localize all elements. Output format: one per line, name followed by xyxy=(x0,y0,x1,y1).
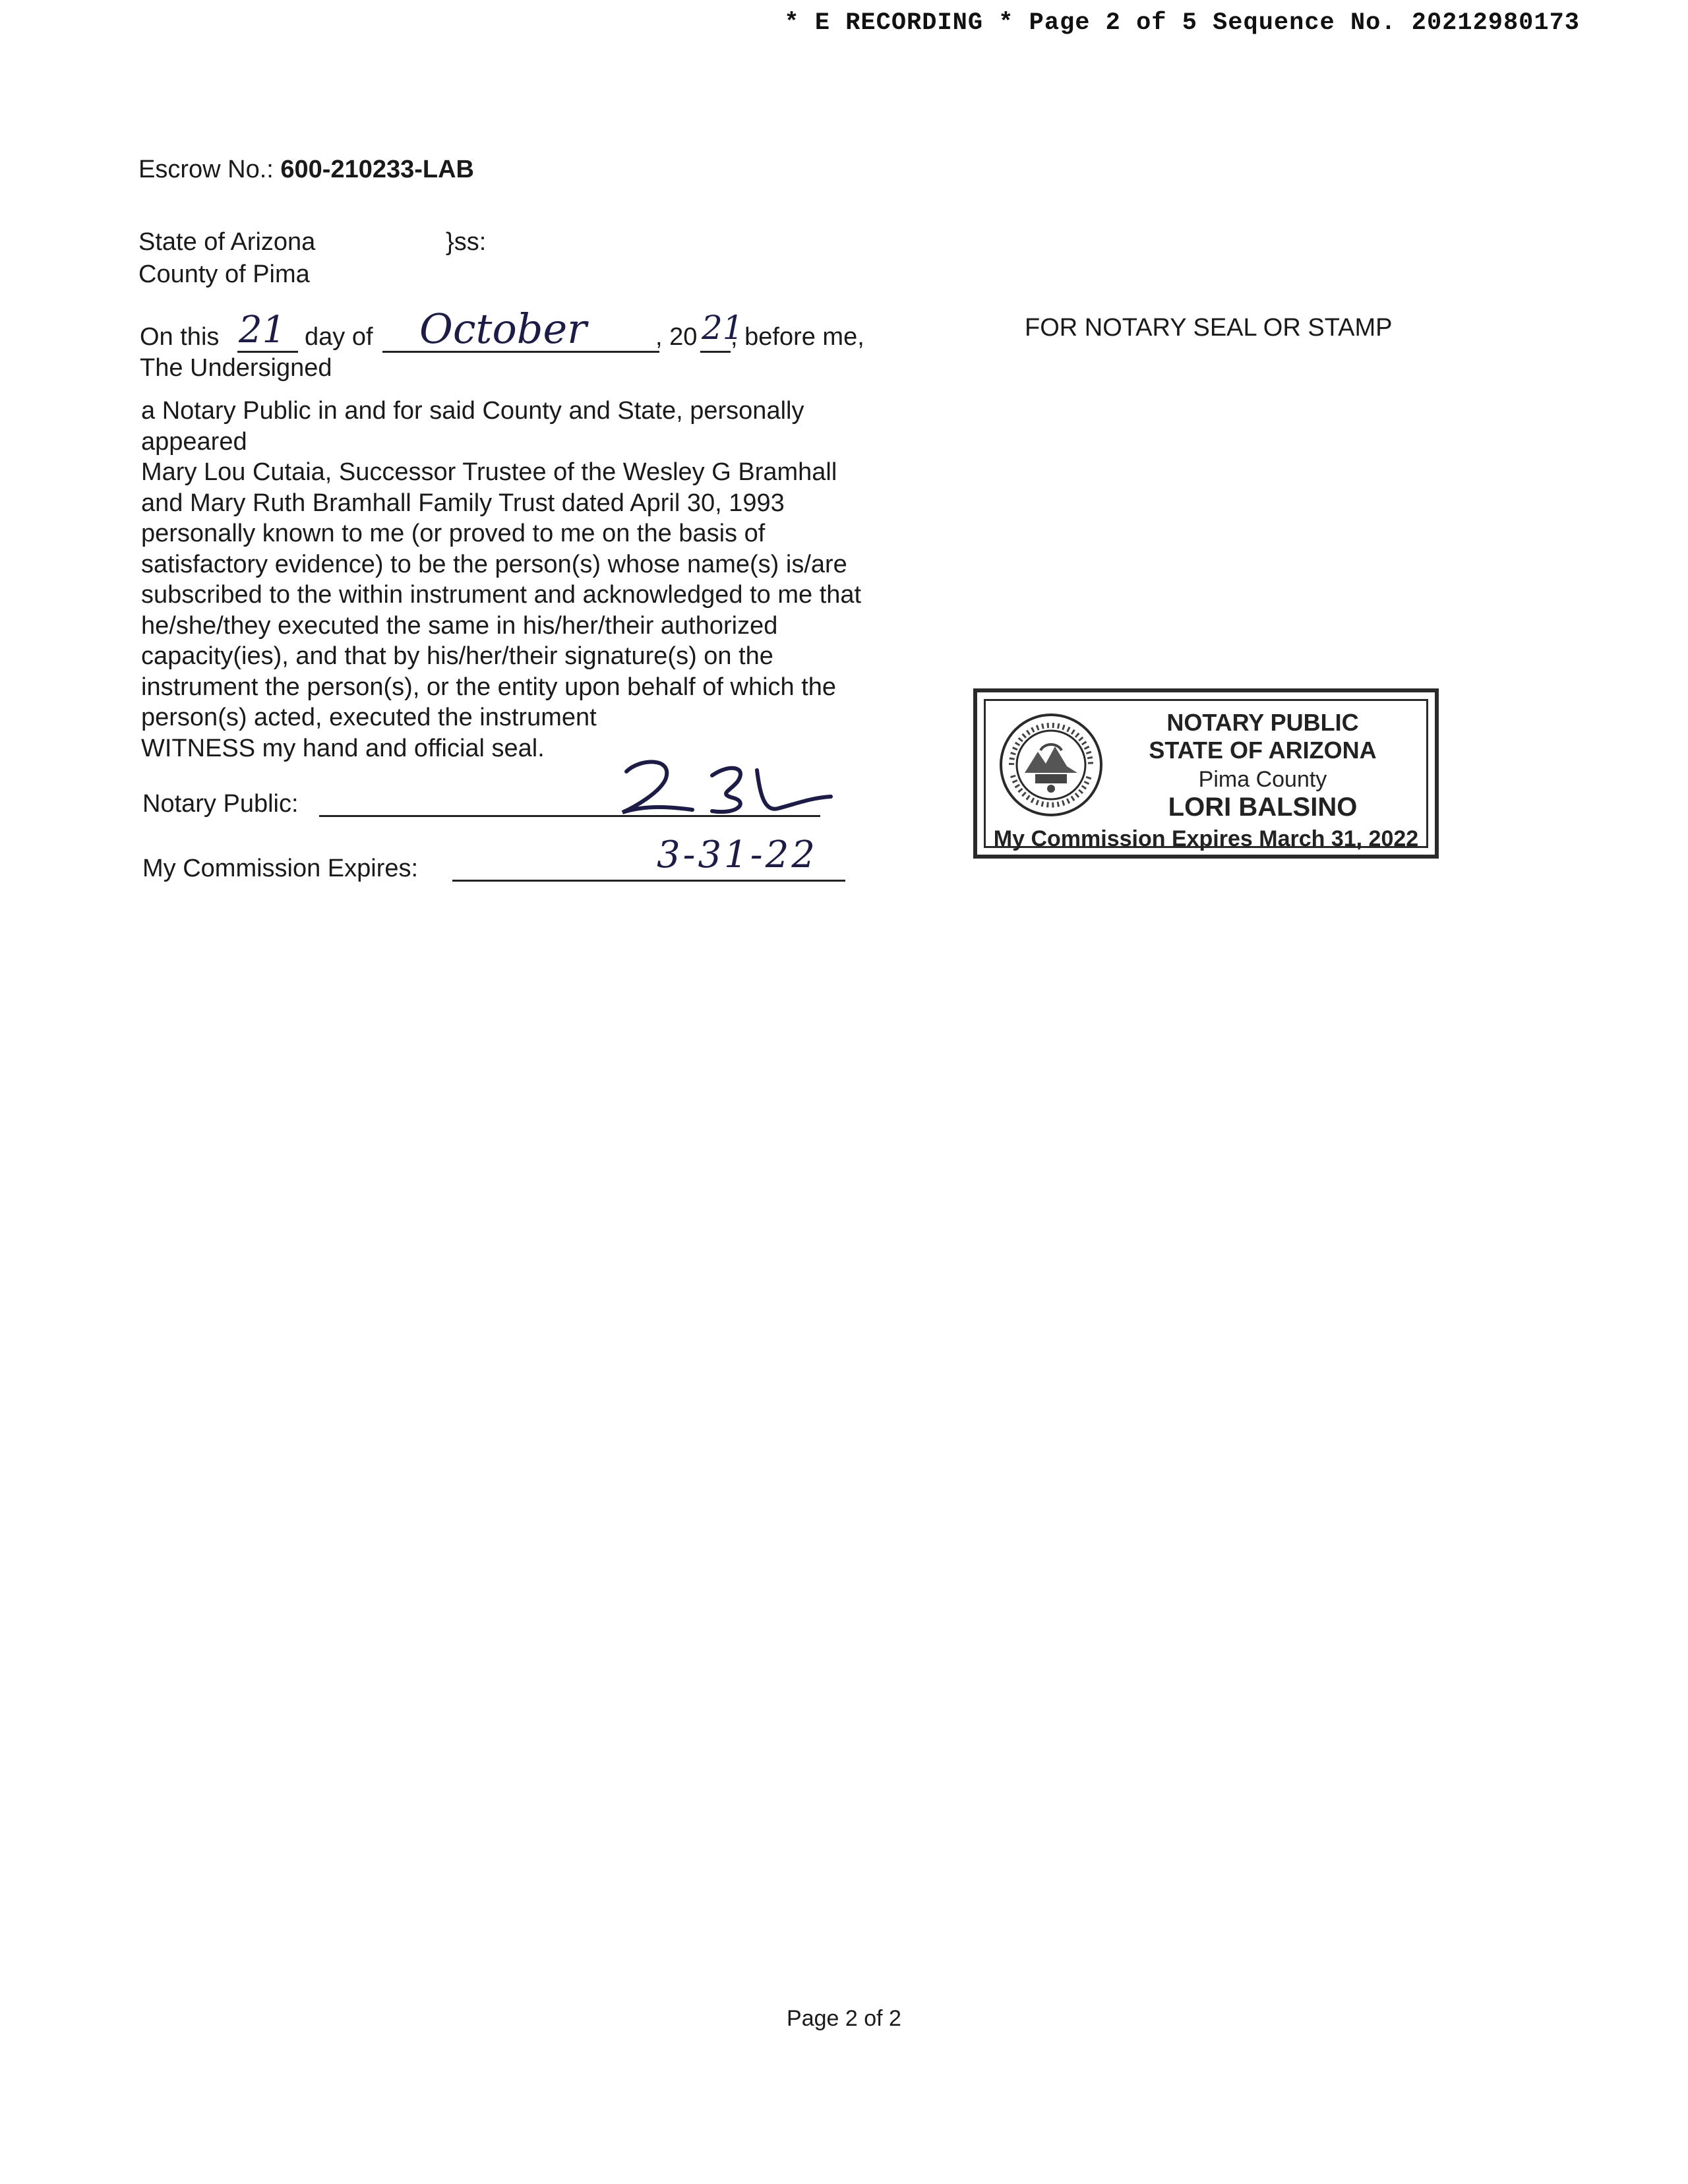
stamp-line-state: STATE OF ARIZONA xyxy=(1149,737,1377,764)
body-line: a Notary Public in and for said County and State, personally xyxy=(141,397,804,425)
commission-label: My Commission Expires: xyxy=(142,855,419,882)
page-footer: Page 2 of 2 xyxy=(787,2006,901,2031)
escrow-number: 600-210233-LAB xyxy=(280,156,474,183)
stamp-expiration: My Commission Expires March 31, 2022 xyxy=(993,826,1419,851)
month-handwritten: October xyxy=(419,305,587,353)
body-line: he/she/they executed the same in his/her/their authorized xyxy=(141,611,778,640)
commission-handwritten: 3-31-22 xyxy=(657,834,818,876)
year-handwritten: 21 xyxy=(702,309,744,347)
day-handwritten: 21 xyxy=(239,309,286,351)
venue-state: State of Arizona xyxy=(138,228,316,256)
body-line: satisfactory evidence) to be the person(s) whose name(s) is/are xyxy=(141,550,847,578)
on-this-label: On this xyxy=(140,323,220,351)
day-of-label: day of xyxy=(305,323,373,351)
before-me-label: , before me, xyxy=(731,323,864,351)
notary-public-label: Notary Public: xyxy=(142,790,299,818)
escrow-line xyxy=(138,154,474,185)
stamp-line-name: LORI BALSINO xyxy=(1168,793,1358,822)
stamp-line-notary-public: NOTARY PUBLIC xyxy=(1166,709,1359,736)
body-line: subscribed to the within instrument and acknowledged to me that xyxy=(141,581,862,609)
body-line: appeared xyxy=(141,427,247,456)
venue-ss: }ss: xyxy=(446,228,487,256)
notary-stamp xyxy=(973,688,1439,859)
seal-area-label: FOR NOTARY SEAL OR STAMP xyxy=(1025,314,1393,342)
body-line: WITNESS my hand and official seal. xyxy=(141,734,545,762)
year-blank xyxy=(700,351,731,353)
body-line: Mary Lou Cutaia, Successor Trustee of the Wesley G Bramhall xyxy=(141,458,837,486)
state-seal-icon xyxy=(998,712,1104,818)
year-prefix: , 20 xyxy=(655,323,698,351)
acknowledgment-body xyxy=(141,396,946,764)
body-line: person(s) acted, executed the instrument xyxy=(141,704,597,731)
body-line: instrument the person(s), or the entity upon behalf of which the xyxy=(141,673,837,701)
stamp-line-county: Pima County xyxy=(1198,767,1327,792)
notary-signature xyxy=(613,752,837,824)
recording-header: * E RECORDING * Page 2 of 5 Sequence No. 20212980173 xyxy=(784,9,1580,37)
body-line: capacity(ies), and that by his/her/their signature(s) on the xyxy=(141,642,773,670)
officer-name: The Undersigned xyxy=(140,354,332,382)
commission-line xyxy=(452,880,845,882)
venue-county: County of Pima xyxy=(138,260,310,288)
body-line: personally known to me (or proved to me on the basis of xyxy=(141,520,766,547)
escrow-label: Escrow No.: xyxy=(138,156,274,183)
body-line: and Mary Ruth Bramhall Family Trust dated April 30, 1993 xyxy=(141,489,785,517)
